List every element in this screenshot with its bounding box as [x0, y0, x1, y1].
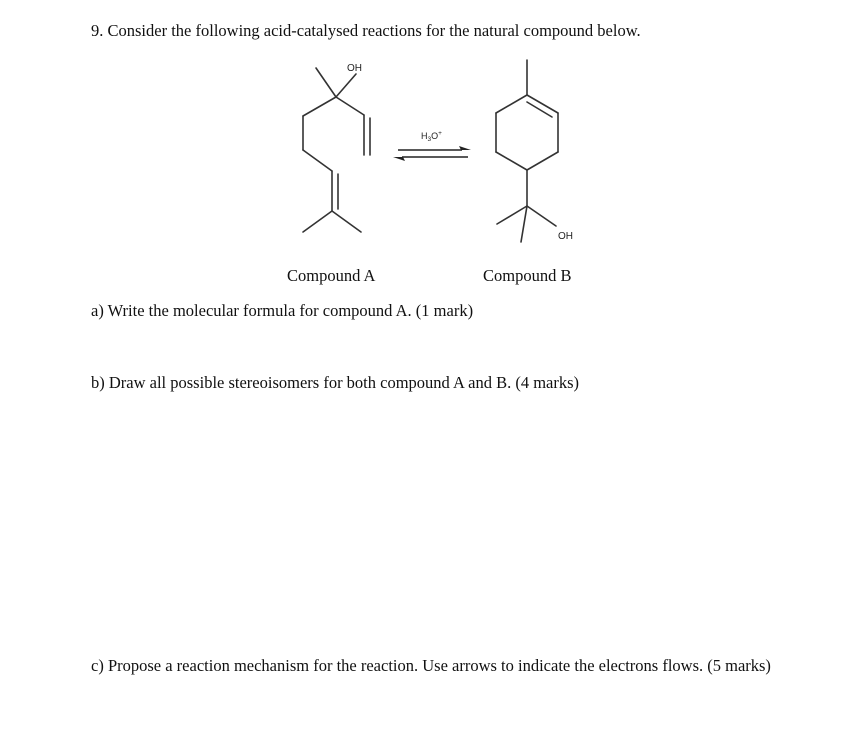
compound-b-methyl-left: [497, 206, 527, 224]
forward-arrow-head: [459, 146, 471, 150]
compound-a-gem-methyl-1: [303, 211, 332, 232]
compound-b-methyl-down: [521, 206, 527, 242]
compound-a-chain-bond-1: [303, 97, 336, 116]
part-c-question: c) Propose a reaction mechanism for the reaction. Use arrows to indicate the electrons flows. (5 marks): [91, 656, 771, 675]
part-a-question: a) Write the molecular formula for compound A. (1 mark): [91, 301, 474, 320]
compound-b-ring-double-bond: [527, 102, 552, 117]
compound-b-ring-bond-6: [496, 95, 527, 113]
compound-b-ring-bond-3: [527, 152, 558, 170]
compound-a-chain-bond-3: [303, 150, 332, 171]
compound-a-vinyl-bond: [336, 97, 364, 115]
reverse-arrow-head: [393, 157, 405, 161]
reaction-scheme: [0, 0, 856, 290]
compound-a-structure: [303, 68, 370, 232]
reagent-label: $H_3O^+$: [421, 130, 442, 143]
part-b-question: b) Draw all possible stereoisomers for both compound A and B. (4 marks): [91, 373, 580, 392]
compound-b-oh-bond: [527, 206, 556, 226]
equilibrium-arrows: [393, 146, 471, 161]
compound-a-oh-label: OH: [347, 63, 362, 74]
compound-b-label: Compound B: [483, 266, 572, 285]
compound-b-oh-label: OH: [558, 231, 573, 242]
compound-b-ring-bond-4: [496, 152, 527, 170]
compound-a-methyl-bond: [316, 68, 336, 97]
compound-b-structure: [496, 60, 558, 242]
compound-a-label: Compound A: [287, 266, 376, 285]
question-title: 9. Consider the following acid-catalysed reactions for the natural compound below.: [91, 21, 641, 40]
compound-a-oh-bond: [336, 74, 356, 97]
compound-a-gem-methyl-2: [332, 211, 361, 232]
